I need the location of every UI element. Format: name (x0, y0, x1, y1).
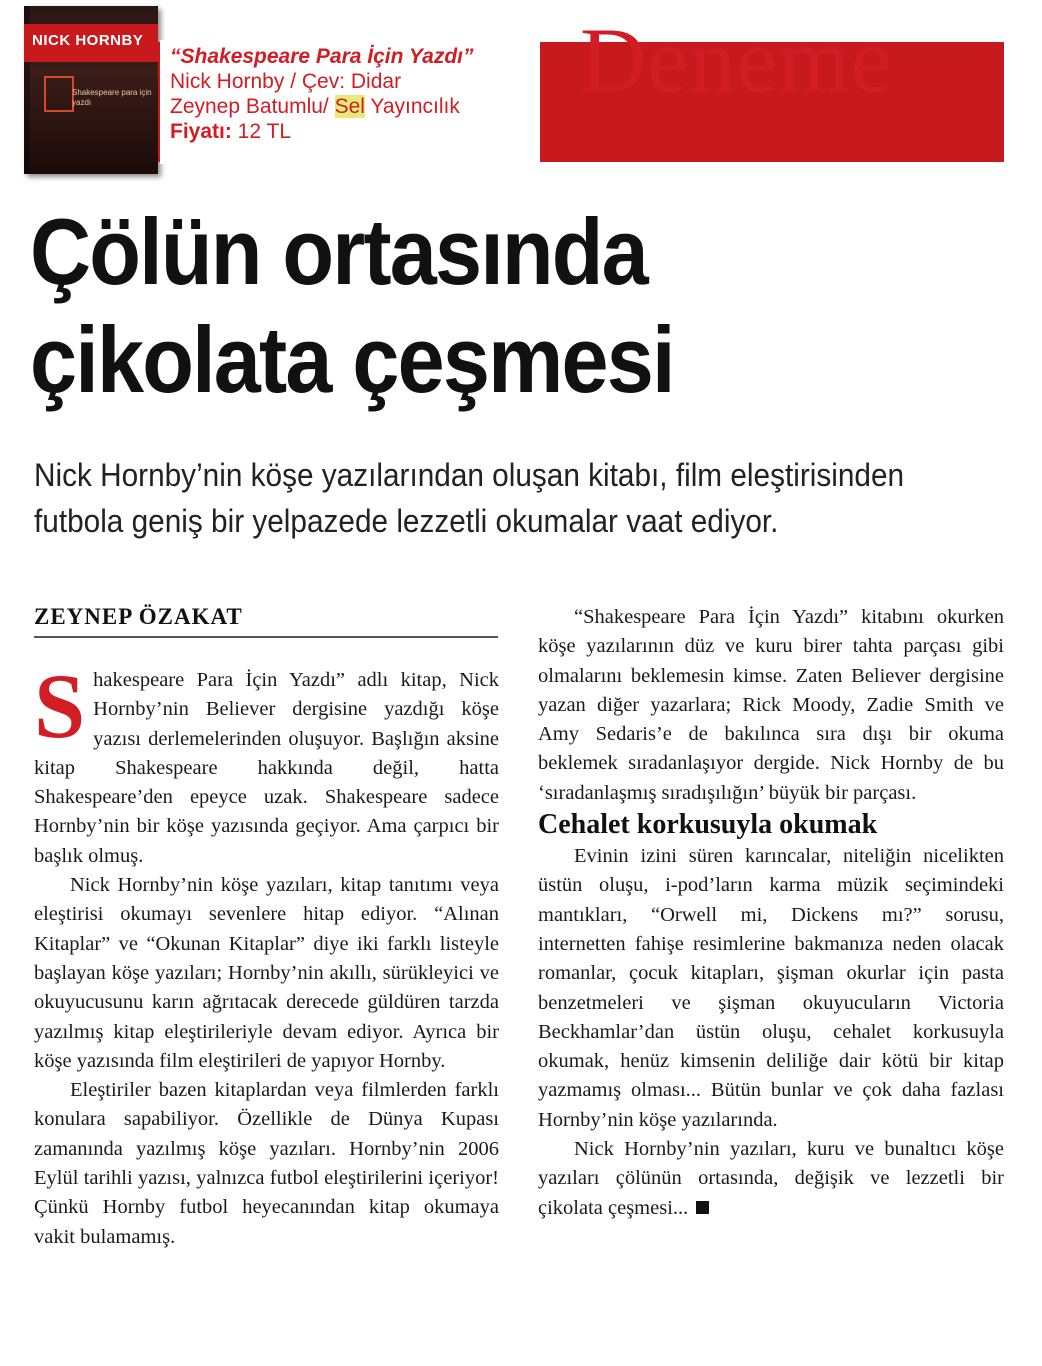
book-credits-line1: Nick Hornby / Çev: Didar (170, 70, 402, 93)
paragraph-6 (538, 1135, 1004, 1223)
cover-frame-graphic (44, 76, 74, 112)
paragraph-1-text: hakespeare Para İçin Yazdı” adlı kitap, Nick Hornby’nin Believer dergisine yazdığı köşe yazısı derlemelerinden oluşuyor. Başlığın aksine kitap Shakespeare hakkında değil, hatta Shakespeare’den epeyce uzak. Shakespeare sadece Hornby’nin bir köşe yazısında geçiyor. Ama çarpıcı bir başlık olmuş. (34, 669, 499, 867)
paragraph-6-text: Nick Hornby’nin yazıları, kuru ve bunaltıcı köşe yazıları çölünün ortasında, değişik ve lezzetli bir çikolata çeşmesi... (538, 1138, 1004, 1219)
paragraph-3: Eleştiriler bazen kitaplardan veya filmlerden farklı konulara sapabiliyor. Özellikle de Dünya Kupası zamanında yazılmış köşe yazıları. Hornby’nin 2006 Eylül tarihli yazısı, yalnızca futbol eleştirilerini içeriyor! Çünkü Hornby futbol heyecanından kitap okumaya vakit bulamamış. (34, 1079, 499, 1248)
column-2 (538, 603, 1004, 1223)
translator-text: Zeynep Batumlu/ (170, 95, 335, 118)
drop-cap: S (34, 655, 86, 757)
book-info (170, 44, 540, 144)
book-title: “Shakespeare Para İçin Yazdı” (170, 45, 474, 68)
book-price (170, 119, 540, 144)
paragraph-5: Evinin izini süren karıncalar, niteliğin nicelikten üstün oluşu, i-pod’ların karma müzik seçimindeki mantıkları, “Orwell mi, Dickens mı?” sorusu, internetten fahişe resimlerine bakmanıza neden olacak romanlar, çocuk kitapları, şişman okurlar için pasta benzetmeleri ve şişman okuyucuların Victoria Beckhamlar’dan üstün oluşu, cehalet korkusuyla okumak, henüz kimsenin deliliğe dair kötü bir kitap yazmamış olması... Bütün bunlar ve çok daha fazlası Hornby’nin köşe yazılarında. (538, 845, 1004, 1131)
section-title: Deneme (580, 9, 893, 111)
headline (30, 198, 921, 414)
deck: Nick Hornby’nin köşe yazılarından oluşan kitabı, film eleştirisinden futbola geniş bir yelpazede lezzetli okumalar vaat ediyor. (34, 457, 905, 539)
cover-author: NICK HORNBY (32, 32, 144, 49)
headline-line2: çikolata çeşmesi (30, 307, 674, 412)
book-cover (24, 6, 158, 174)
paragraph-1 (34, 655, 499, 871)
end-mark-icon (696, 1201, 709, 1214)
publisher-text: Yayıncılık (364, 95, 460, 118)
cover-title: Shakespeare para için yazdı (72, 88, 152, 107)
paragraph-4: “Shakespeare Para İçin Yazdı” kitabını okurken köşe yazılarının düz ve kuru birer tahta parçası gibi olmalarını beklemesin kimse. Zaten Believer dergisine yazan diğer yazarlara; Rick Moody, Zadie Smith ve Amy Sedaris’e de bakılınca sıra dışı bir okuma beklemek sıradanlaşıyor dergide. Nick Hornby de bu ‘sıradanlaşmış sıradışılığın’ büyük bir parçası. (538, 606, 1004, 804)
book-credits-line2 (170, 94, 540, 119)
subheading: Cehalet korkusuyla okumak (538, 809, 878, 841)
paragraph-2: Nick Hornby’nin köşe yazıları, kitap tanıtımı veya eleştirisi okumayı sevenlere hitap ediyor. “Alınan Kitaplar” ve “Okunan Kitaplar” diye iki farklı listeyle başlayan köşe yazıları; Hornby’nin akıllı, sürükleyici ve okuyucusunu karın ağrıtacak derecede güldüren tarzda yazılmış kitap eleştirileriyle devam ediyor. Ayrıca bir köşe yazısında film eleştirileri de yapıyor Hornby. (34, 874, 499, 1072)
price-label: Fiyatı: (170, 120, 232, 143)
byline-rule (34, 636, 498, 638)
price-value: 12 TL (231, 120, 291, 143)
column-1 (34, 655, 499, 1252)
byline: ZEYNEP ÖZAKAT (34, 604, 243, 629)
headline-line1: Çölün ortasında (30, 199, 647, 304)
publisher-highlight: Sel (334, 95, 365, 118)
